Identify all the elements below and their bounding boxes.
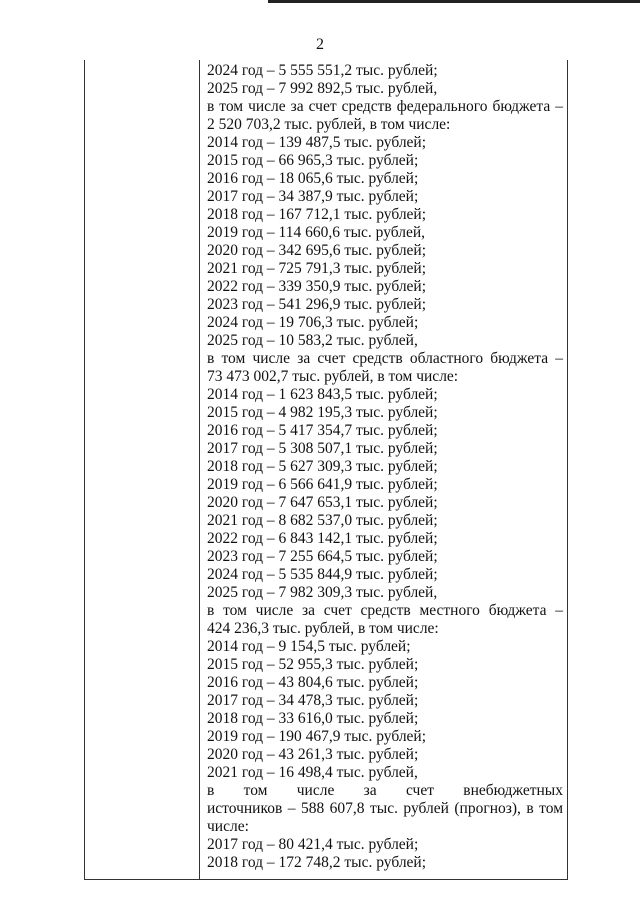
- regional-year-line: 2024 год – 5 535 844,9 тыс. рублей;: [207, 566, 438, 583]
- word: в: [207, 782, 215, 799]
- extrabudget-intro-line3: числе:: [207, 818, 249, 835]
- word: числе: [296, 782, 335, 799]
- regional-year-line: 2021 год – 8 682 537,0 тыс. рублей;: [207, 512, 438, 529]
- federal-year-line: 2025 год – 10 583,2 тыс. рублей,: [207, 332, 418, 349]
- regional-year-line: 2023 год – 7 255 664,5 тыс. рублей;: [207, 548, 438, 565]
- federal-intro-line2: 2 520 703,2 тыс. рублей, в том числе:: [207, 116, 451, 133]
- word: за: [363, 782, 377, 799]
- federal-year-line: 2020 год – 342 695,6 тыс. рублей;: [207, 242, 427, 259]
- year-line: 2025 год – 7 992 892,5 тыс. рублей,: [207, 80, 438, 97]
- extrabudget-year-line: 2018 год – 172 748,2 тыс. рублей;: [207, 854, 427, 871]
- local-year-line: 2015 год – 52 955,3 тыс. рублей;: [207, 656, 419, 673]
- column-divider: [199, 60, 200, 879]
- word: том: [243, 782, 268, 799]
- federal-intro-line1: в том числе за счет средств федерального бюджета –: [207, 98, 563, 115]
- extrabudget-intro-line1: [207, 782, 563, 800]
- regional-intro-line2: 73 473 002,7 тыс. рублей, в том числе:: [207, 368, 459, 385]
- local-year-line: 2018 год – 33 616,0 тыс. рублей;: [207, 710, 419, 727]
- federal-year-line: 2014 год – 139 487,5 тыс. рублей;: [207, 134, 427, 151]
- local-year-line: 2019 год – 190 467,9 тыс. рублей;: [207, 728, 427, 745]
- local-year-line: 2016 год – 43 804,6 тыс. рублей;: [207, 674, 419, 691]
- federal-year-line: 2019 год – 114 660,6 тыс. рублей,: [207, 224, 426, 241]
- local-year-line: 2021 год – 16 498,4 тыс. рублей,: [207, 764, 418, 781]
- local-year-line: 2020 год – 43 261,3 тыс. рублей;: [207, 746, 419, 763]
- local-intro-line2: 424 236,3 тыс. рублей, в том числе:: [207, 620, 439, 637]
- federal-year-line: 2021 год – 725 791,3 тыс. рублей;: [207, 260, 427, 277]
- regional-year-line: 2018 год – 5 627 309,3 тыс. рублей;: [207, 458, 438, 475]
- regional-year-line: 2019 год – 6 566 641,9 тыс. рублей;: [207, 476, 438, 493]
- extrabudget-year-line: 2017 год – 80 421,4 тыс. рублей;: [207, 836, 419, 853]
- extrabudget-intro-line2: источников – 588 607,8 тыс. рублей (прогноз), в том: [207, 800, 563, 817]
- local-year-line: 2017 год – 34 478,3 тыс. рублей;: [207, 692, 419, 709]
- regional-year-line: 2017 год – 5 308 507,1 тыс. рублей;: [207, 440, 438, 457]
- word: внебюджетных: [463, 782, 563, 799]
- regional-year-line: 2025 год – 7 982 309,3 тыс. рублей,: [207, 584, 438, 601]
- regional-year-line: 2016 год – 5 417 354,7 тыс. рублей;: [207, 422, 438, 439]
- federal-year-line: 2015 год – 66 965,3 тыс. рублей;: [207, 152, 419, 169]
- regional-year-line: 2022 год – 6 843 142,1 тыс. рублей;: [207, 530, 438, 547]
- word: счет: [405, 782, 434, 799]
- top-rule: [268, 0, 640, 3]
- regional-year-line: 2020 год – 7 647 653,1 тыс. рублей;: [207, 494, 438, 511]
- local-intro-line1: в том числе за счет средств местного бюджета –: [207, 602, 563, 619]
- regional-year-line: 2014 год – 1 623 843,5 тыс. рублей;: [207, 386, 438, 403]
- funding-text-cell: [207, 62, 563, 872]
- year-line: 2024 год – 5 555 551,2 тыс. рублей;: [207, 62, 438, 79]
- federal-year-line: 2017 год – 34 387,9 тыс. рублей;: [207, 188, 419, 205]
- federal-year-line: 2016 год – 18 065,6 тыс. рублей;: [207, 170, 419, 187]
- table-frame: [84, 60, 568, 880]
- page-number: 2: [316, 36, 324, 53]
- federal-year-line: 2022 год – 339 350,9 тыс. рублей;: [207, 278, 427, 295]
- local-year-line: 2014 год – 9 154,5 тыс. рублей;: [207, 638, 411, 655]
- federal-year-line: 2024 год – 19 706,3 тыс. рублей;: [207, 314, 419, 331]
- regional-year-line: 2015 год – 4 982 195,3 тыс. рублей;: [207, 404, 438, 421]
- federal-year-line: 2018 год – 167 712,1 тыс. рублей;: [207, 206, 427, 223]
- federal-year-line: 2023 год – 541 296,9 тыс. рублей;: [207, 296, 427, 313]
- regional-intro-line1: в том числе за счет средств областного бюджета –: [207, 350, 563, 367]
